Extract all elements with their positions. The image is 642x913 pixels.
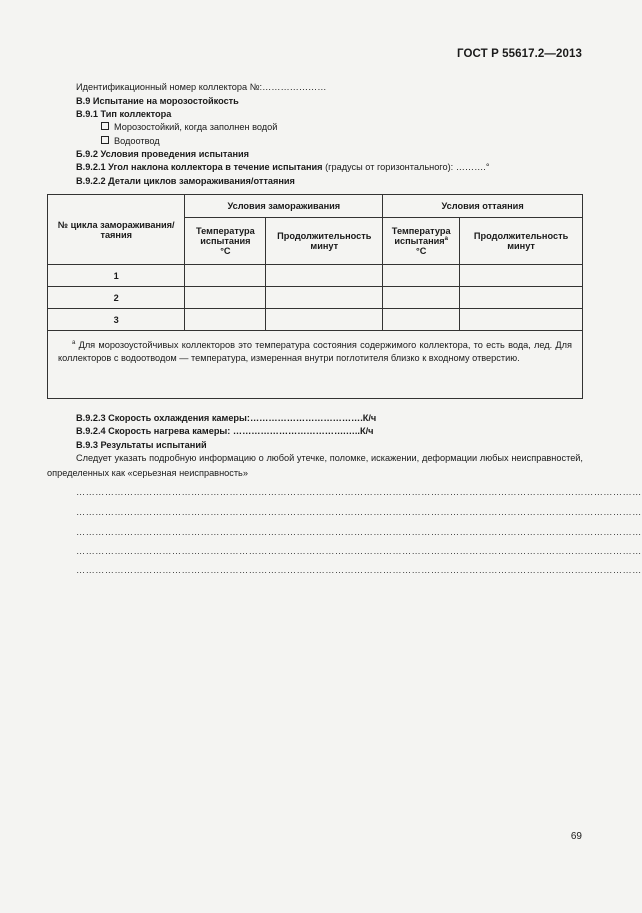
table-cell xyxy=(460,309,583,331)
freeze-temp-header xyxy=(185,218,266,265)
table-cell xyxy=(185,265,266,287)
option-drainback-label: Водоотвод xyxy=(114,136,160,146)
thaw-temp-label-wrap xyxy=(383,226,459,246)
table-cell xyxy=(185,309,266,331)
section-b9-heading: В.9 Испытание на морозостойкость xyxy=(76,96,239,106)
section-b921-label: В.9.2.1 Угол наклона коллектора в течение испытания xyxy=(76,162,323,172)
checkbox-icon xyxy=(101,122,109,130)
section-b93-heading: В.9.3 Результаты испытаний xyxy=(76,440,207,450)
answer-line: …………………………………………………………………………………………………………………………………………………………… xyxy=(76,527,642,537)
cycle-number-cell: 2 xyxy=(48,287,185,309)
table-row xyxy=(48,287,583,309)
answer-line: …………………………………………………………………………………………………………………………………………………………… xyxy=(76,487,642,497)
table-cell xyxy=(383,287,460,309)
page-number: 69 xyxy=(570,831,582,842)
freeze-temp-label: Температура испытания xyxy=(196,226,255,246)
results-instruction: Следует указать подробную информацию о любой утечке, поломке, искажении, деформации любых неисправностей, определенных как «серьезная неисправность» xyxy=(47,453,583,478)
section-b91-heading: В.9.1 Тип коллектора xyxy=(76,109,172,119)
footnote-text: Для морозоустойчивых коллекторов это температура состояния содержимого коллектора, то есть вода, лед. Для коллекторов с водоотводом — температура, измеренная внутри поглотителя близко к входному отверстию. xyxy=(58,340,572,363)
section-b923-line: В.9.2.3 Скорость охлаждения камеры:……………………………….К/ч xyxy=(76,413,377,423)
table-cell xyxy=(266,287,383,309)
thaw-conditions-header: Условия оттаяния xyxy=(383,195,583,218)
section-b921-line xyxy=(76,161,490,173)
footnote-marker: a xyxy=(444,236,449,242)
freeze-duration-header: Продолжительность минут xyxy=(266,218,383,265)
table-cell xyxy=(266,265,383,287)
option-frost-resistant-label: Морозостойкий, когда заполнен водой xyxy=(114,122,278,132)
section-b922-heading: В.9.2.2 Детали циклов замораживания/оттаяния xyxy=(76,176,295,186)
table-cell xyxy=(266,309,383,331)
cycle-number-cell: 1 xyxy=(48,265,185,287)
section-b921-value: (градусы от горизонтального): ……….° xyxy=(322,162,490,172)
footnote-marker: a xyxy=(72,340,76,346)
thaw-temp-header xyxy=(383,218,460,265)
table-row xyxy=(48,309,583,331)
thaw-temp-label: Температура испытания xyxy=(391,226,451,246)
freeze-thaw-table xyxy=(47,194,583,399)
collector-id-line: Идентификационный номер коллектора №:………………… xyxy=(76,82,327,92)
table-footnote xyxy=(48,331,583,399)
section-b92-heading: Б.9.2 Условия проведения испытания xyxy=(76,149,250,159)
section-b924-line: В.9.2.4 Скорость нагрева камеры: ……………………………….…..К/ч xyxy=(76,426,374,436)
answer-line: …………………………………………………………………………………………………………………………………………………………… xyxy=(76,507,642,517)
checkbox-icon xyxy=(101,136,109,144)
table-cell xyxy=(185,287,266,309)
freeze-conditions-header: Условия замораживания xyxy=(185,195,383,218)
cycle-number-cell: 3 xyxy=(48,309,185,331)
table-cell xyxy=(383,309,460,331)
table-cell xyxy=(460,265,583,287)
standard-number: ГОСТ Р 55617.2—2013 xyxy=(457,48,582,60)
cycle-number-header: № цикла замораживания/ таяния xyxy=(48,195,185,265)
table-cell xyxy=(383,265,460,287)
answer-line: …………………………………………………………………………………………………………………………………………………………… xyxy=(76,546,642,556)
freeze-temp-unit: °С xyxy=(220,246,231,256)
answer-line: …………………………………………………………………………………………………………………………………………………………… xyxy=(76,565,642,575)
option-drainback xyxy=(101,135,160,147)
thaw-temp-unit: °С xyxy=(416,246,427,256)
option-frost-resistant xyxy=(101,121,277,133)
table-cell xyxy=(460,287,583,309)
table-row xyxy=(48,265,583,287)
thaw-duration-header: Продолжительность минут xyxy=(460,218,583,265)
